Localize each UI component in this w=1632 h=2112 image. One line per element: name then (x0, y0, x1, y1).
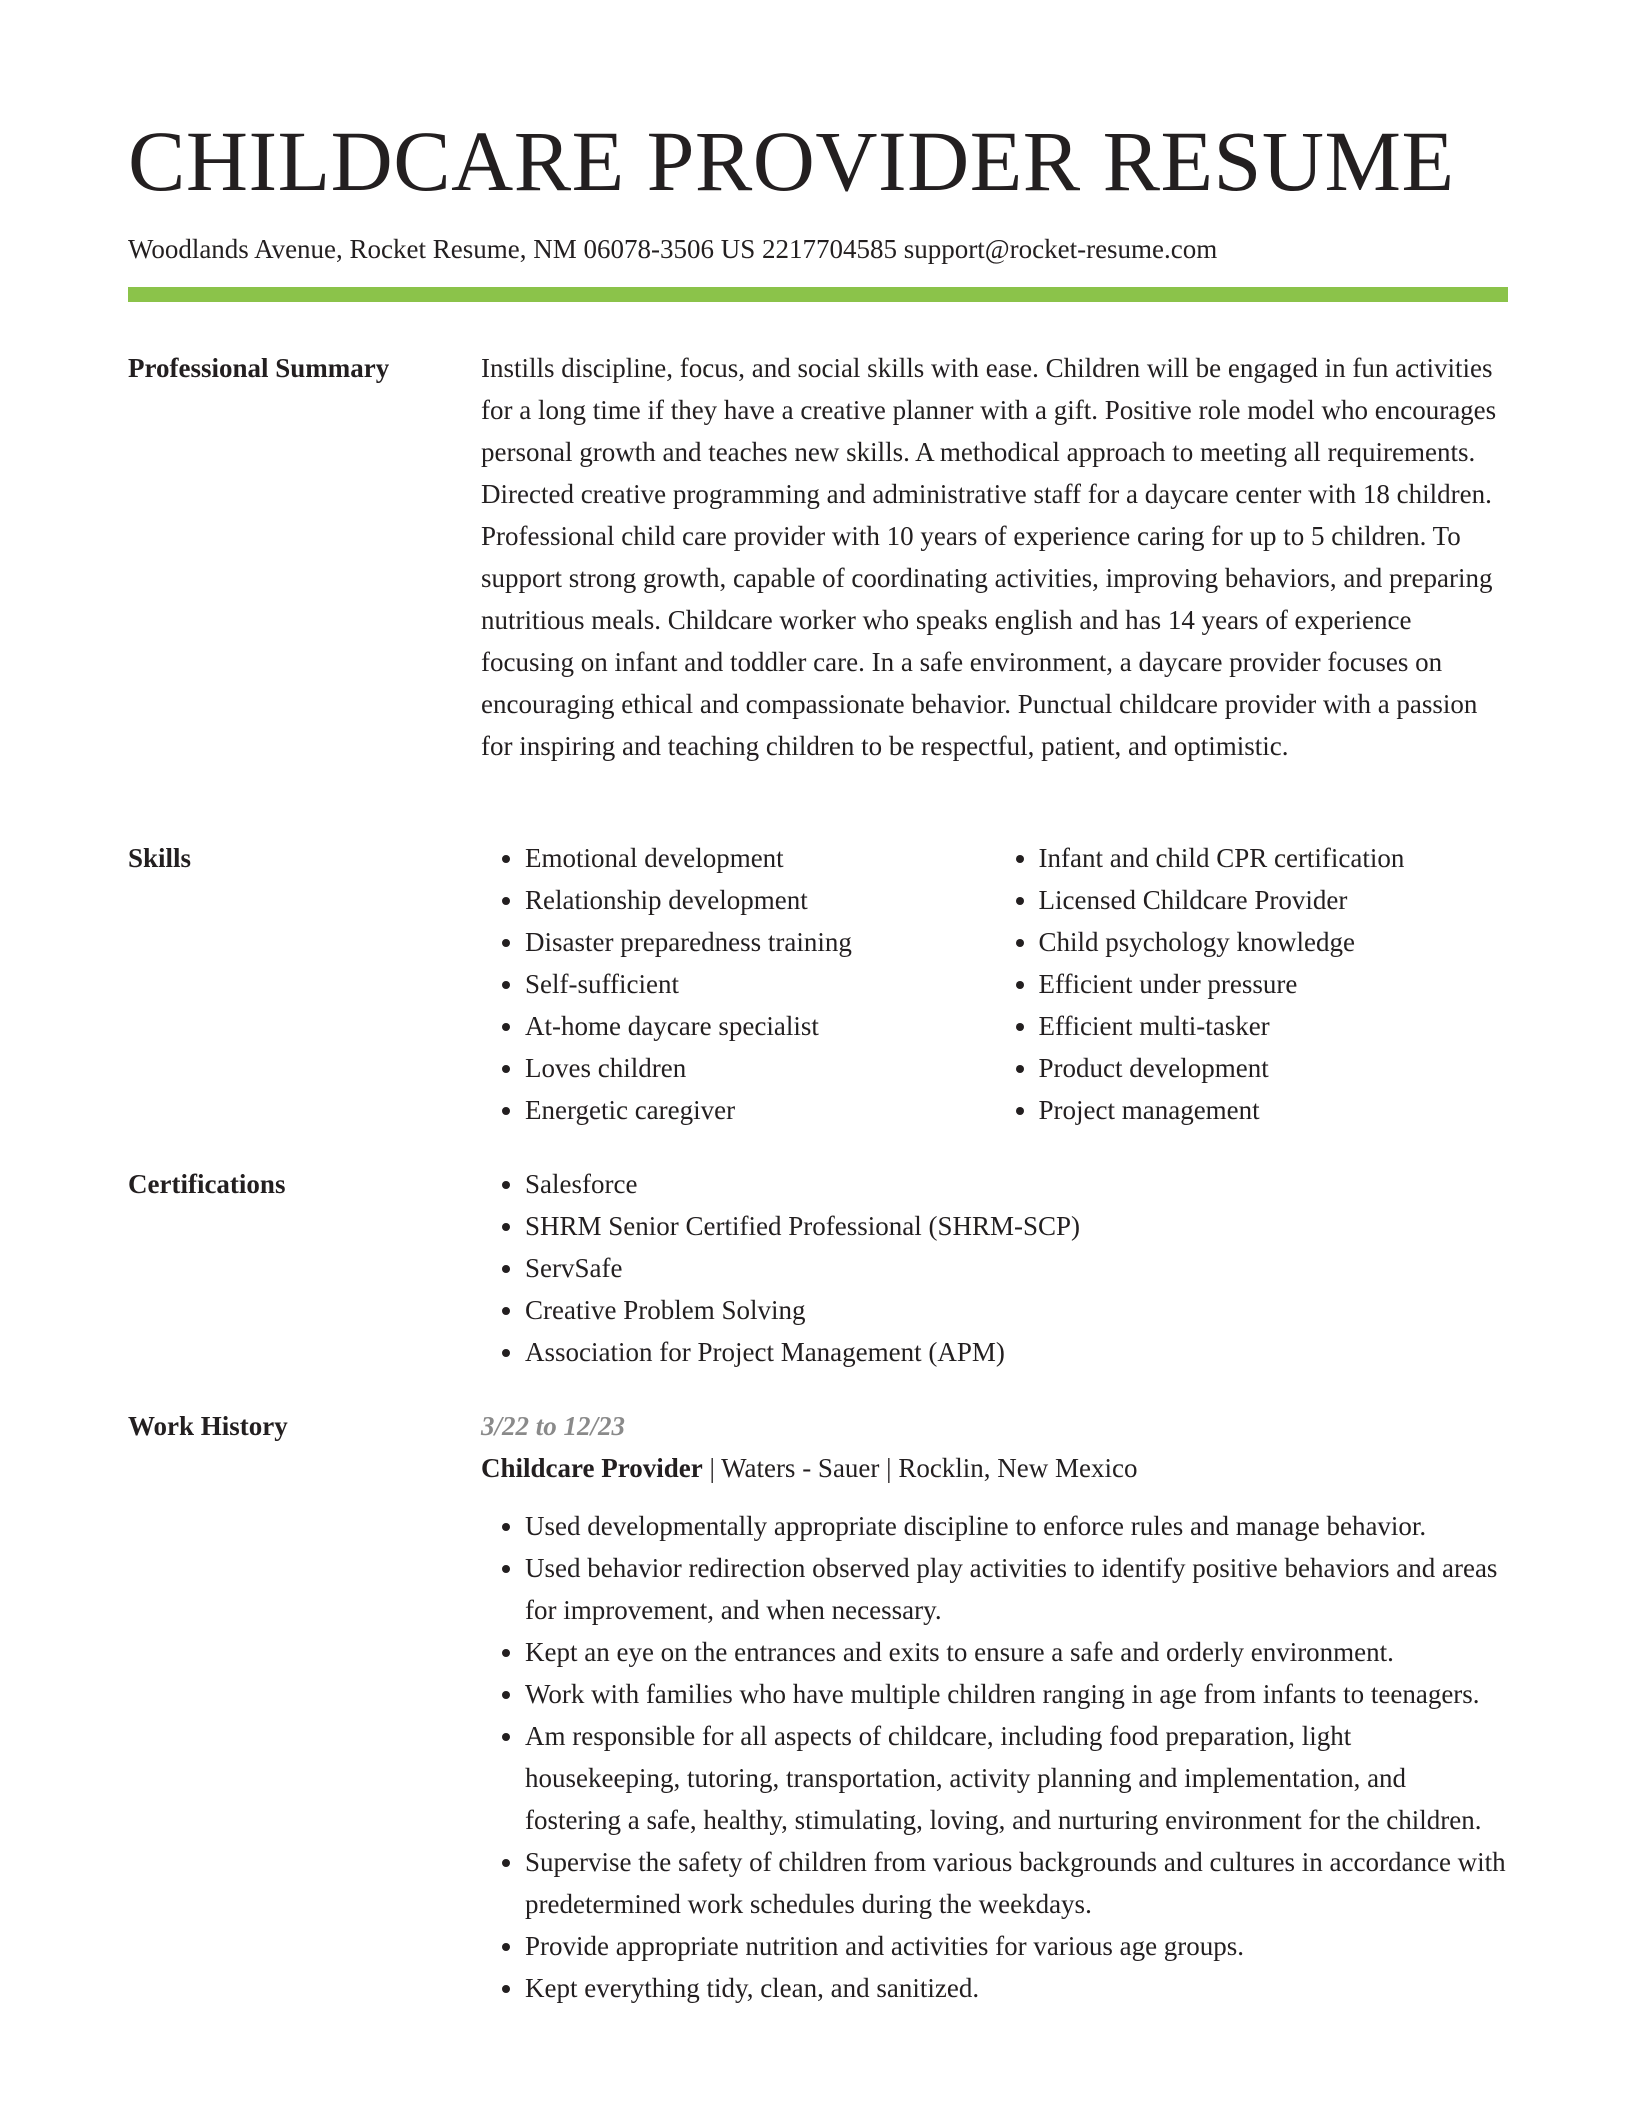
accent-divider (128, 287, 1508, 302)
section-label-certifications: Certifications (128, 1169, 286, 1199)
job-duty-item: • Kept everything tidy, clean, and sanitized. (525, 1967, 1508, 2009)
certification-item: • ServSafe (525, 1247, 1508, 1289)
skill-item: • Emotional development (525, 837, 995, 879)
work-history-content (481, 1405, 1508, 2009)
job-duty-item: • Am responsible for all aspects of childcare, including food preparation, light housekeeping, tutoring, transportation, activity planning and implementation, and fostering a safe, healthy, stimulating, loving, and nurturing environment for the children. (525, 1715, 1508, 1841)
skill-item: • Self-sufficient (525, 963, 995, 1005)
summary-text: Instills discipline, focus, and social skills with ease. Children will be engaged in fun activities for a long time if they have a creative planner with a gift. Positive role model who encourages personal growth and teaches new skills. A methodical approach to meeting all requirements. Directed creative programming and administrative staff for a daycare center with 18 children. Professional child care provider with 10 years of experience caring for up to 5 children. To support strong growth, capable of coordinating activities, improving behaviors, and preparing nutritious meals. Childcare worker who speaks english and has 14 years of experience focusing on infant and toddler care. In a safe environment, a daycare provider focuses on encouraging ethical and compassionate behavior. Punctual childcare provider with a passion for inspiring and teaching children to be respectful, patient, and optimistic. (481, 353, 1497, 761)
certification-item: • SHRM Senior Certified Professional (SHRM-SCP) (525, 1205, 1508, 1247)
skill-item: • Project management (1039, 1089, 1509, 1131)
section-label-work-history: Work History (128, 1411, 288, 1441)
job-duty-item: • Used behavior redirection observed play activities to identify positive behaviors and areas for improvement, and when necessary. (525, 1547, 1508, 1631)
skill-item: • Efficient under pressure (1039, 963, 1509, 1005)
certifications-list (481, 1163, 1508, 1373)
skill-item: • Child psychology knowledge (1039, 921, 1509, 963)
skill-item: • Relationship development (525, 879, 995, 921)
summary-content (481, 347, 1508, 767)
section-label-summary: Professional Summary (128, 353, 390, 383)
certification-item: • Creative Problem Solving (525, 1289, 1508, 1331)
job-title: Childcare Provider (481, 1453, 703, 1483)
certification-item: • Association for Project Management (APM) (525, 1331, 1508, 1373)
skill-item: • Loves children (525, 1047, 995, 1089)
certification-item: • Salesforce (525, 1163, 1508, 1205)
section-label-skills: Skills (128, 843, 192, 873)
skill-item: • Product development (1039, 1047, 1509, 1089)
skill-item: • Energetic caregiver (525, 1089, 995, 1131)
job-duty-item: • Kept an eye on the entrances and exits to ensure a safe and orderly environment. (525, 1631, 1508, 1673)
contact-line: Woodlands Avenue, Rocket Resume, NM 06078-3506 US 2217704585 support@rocket-resume.com (128, 234, 1218, 264)
job-employer-location: | Waters - Sauer | Rocklin, New Mexico (702, 1453, 1138, 1483)
skill-item: • Licensed Childcare Provider (1039, 879, 1509, 921)
skills-content (481, 837, 1508, 1131)
job-heading (481, 1447, 1508, 1489)
certifications-content (481, 1163, 1508, 1373)
job-duty-item: • Provide appropriate nutrition and activities for various age groups. (525, 1925, 1508, 1967)
skills-list-left (481, 837, 995, 1131)
skills-list-right (995, 837, 1509, 1131)
job-duties-list (481, 1505, 1508, 2009)
job-duty-item: • Used developmentally appropriate discipline to enforce rules and manage behavior. (525, 1505, 1508, 1547)
skill-item: • At-home daycare specialist (525, 1005, 995, 1047)
resume-title: CHILDCARE PROVIDER RESUME (128, 113, 1455, 209)
skill-item: • Infant and child CPR certification (1039, 837, 1509, 879)
job-dates: 3/22 to 12/23 (481, 1411, 626, 1441)
job-duty-item: • Supervise the safety of children from various backgrounds and cultures in accordance with predetermined work schedules during the weekdays. (525, 1841, 1508, 1925)
skill-item: • Disaster preparedness training (525, 921, 995, 963)
job-duty-item: • Work with families who have multiple children ranging in age from infants to teenagers. (525, 1673, 1508, 1715)
skill-item: • Efficient multi-tasker (1039, 1005, 1509, 1047)
